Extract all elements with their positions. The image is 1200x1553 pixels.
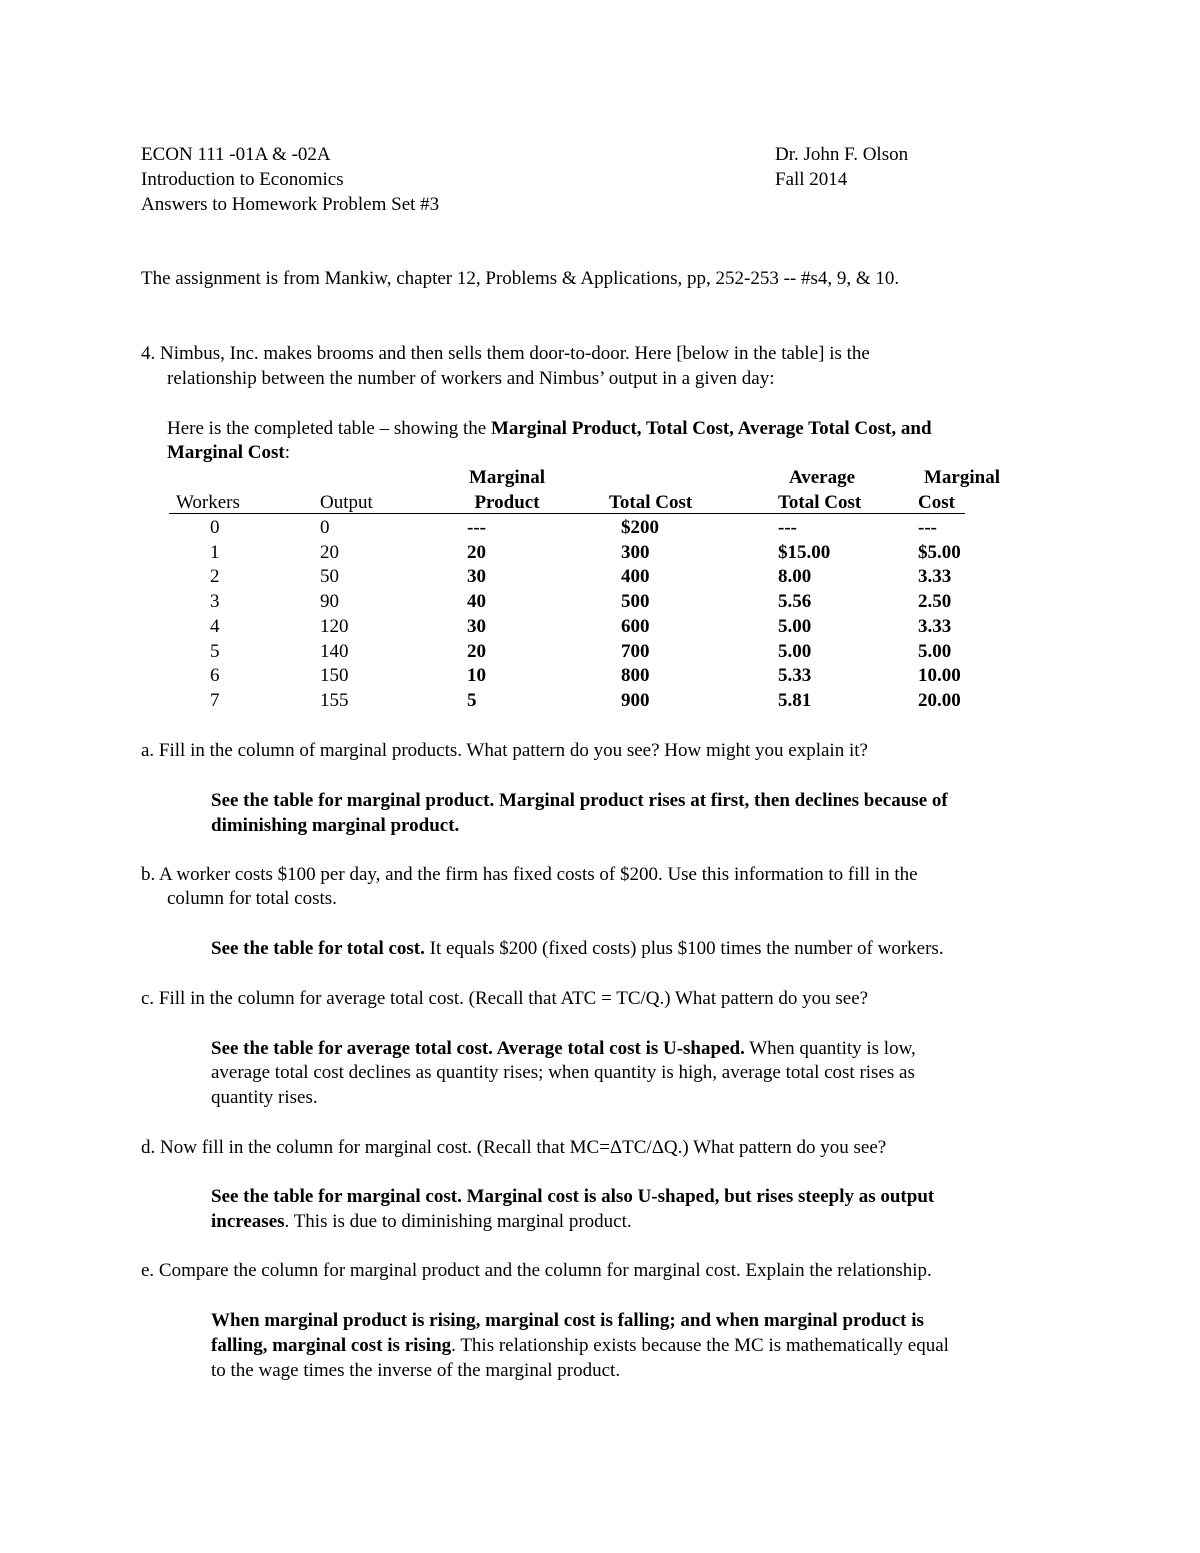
header-mp-bottom: Product — [474, 492, 540, 513]
cell-tc: $200 — [621, 517, 659, 538]
course-code: ECON 111 -01A & -02A — [141, 144, 331, 165]
answer-d-line2 — [211, 1209, 632, 1234]
cell-tc: 600 — [621, 616, 650, 637]
header-workers: Workers — [176, 492, 240, 513]
cell-output: 0 — [320, 517, 330, 538]
cell-workers: 0 — [210, 517, 220, 538]
answer-e-line2 — [211, 1333, 949, 1358]
cell-workers: 3 — [210, 591, 220, 612]
header-total-cost: Total Cost — [609, 492, 693, 513]
cell-mp: 40 — [467, 591, 486, 612]
cell-atc: 5.00 — [778, 616, 812, 637]
cell-workers: 5 — [210, 641, 220, 662]
cell-mp: 10 — [467, 665, 486, 686]
cell-atc: 5.00 — [778, 641, 812, 662]
cell-atc: 8.00 — [778, 566, 812, 587]
assignment-line: The assignment is from Mankiw, chapter 12, Problems & Applications, pp, 252-253 -- #s4, 9, & 10. — [141, 268, 900, 289]
answer-a-line2: diminishing marginal product. — [211, 815, 460, 836]
answer-b — [211, 936, 944, 961]
question-b-line1: b. A worker costs $100 per day, and the firm has fixed costs of $200. Use this information to fill in the — [141, 864, 918, 885]
cell-workers: 6 — [210, 665, 220, 686]
cell-output: 20 — [320, 542, 339, 563]
table-intro-line2 — [167, 440, 290, 465]
cell-atc: --- — [778, 517, 797, 538]
cell-mp: 20 — [467, 641, 486, 662]
table-intro-plain: Here is the completed table – showing the — [167, 418, 491, 439]
question-b-line2: column for total costs. — [167, 888, 337, 909]
question-a: a. Fill in the column of marginal products. What pattern do you see? How might you explain it? — [141, 740, 868, 761]
cell-tc: 500 — [621, 591, 650, 612]
cell-workers: 1 — [210, 542, 220, 563]
answer-b-bold: See the table for total cost. — [211, 938, 425, 959]
cell-mc: 3.33 — [918, 616, 952, 637]
problem4-line2: relationship between the number of workers and Nimbus’ output in a given day: — [167, 368, 775, 389]
cell-output: 50 — [320, 566, 339, 587]
cell-mp: 5 — [467, 690, 477, 711]
cell-mp: 30 — [467, 616, 486, 637]
cell-output: 120 — [320, 616, 349, 637]
answer-c-line1 — [211, 1036, 916, 1061]
document-title: Answers to Homework Problem Set #3 — [141, 194, 440, 215]
table-intro-line1 — [167, 416, 932, 441]
cell-mc: 20.00 — [918, 690, 961, 711]
cell-workers: 4 — [210, 616, 220, 637]
question-e: e. Compare the column for marginal product and the column for marginal cost. Explain the relationship. — [141, 1260, 932, 1281]
cell-mc: 10.00 — [918, 665, 961, 686]
question-d: d. Now fill in the column for marginal cost. (Recall that MC=ΔTC/ΔQ.) What pattern do you see? — [141, 1137, 887, 1158]
header-output: Output — [320, 492, 373, 513]
cell-mp: 20 — [467, 542, 486, 563]
answer-c-line2: average total cost declines as quantity rises; when quantity is high, average total cost rises as — [211, 1062, 915, 1083]
answer-c-plain1: When quantity is low, — [744, 1038, 916, 1059]
cell-tc: 900 — [621, 690, 650, 711]
answer-c-bold: See the table for average total cost. Average total cost is U-shaped. — [211, 1038, 745, 1059]
cell-atc: 5.33 — [778, 665, 812, 686]
term: Fall 2014 — [775, 169, 848, 190]
cell-tc: 300 — [621, 542, 650, 563]
cell-tc: 400 — [621, 566, 650, 587]
instructor-name: Dr. John F. Olson — [775, 144, 909, 165]
cell-output: 140 — [320, 641, 349, 662]
cell-mc: 3.33 — [918, 566, 952, 587]
cell-output: 150 — [320, 665, 349, 686]
answer-d-line1: See the table for marginal cost. Marginal cost is also U-shaped, but rises steeply as output — [211, 1186, 935, 1207]
cell-tc: 700 — [621, 641, 650, 662]
header-mc-top: Marginal — [924, 467, 1000, 488]
cell-output: 90 — [320, 591, 339, 612]
answer-e-bold2: falling, marginal cost is rising — [211, 1335, 452, 1356]
header-atc-top: Average — [788, 467, 856, 488]
answer-a-line1: See the table for marginal product. Marginal product rises at first, then declines because of — [211, 790, 948, 811]
table-intro-end: : — [284, 442, 290, 463]
cell-atc: $15.00 — [778, 542, 831, 563]
cell-tc: 800 — [621, 665, 650, 686]
answer-d-bold2: increases — [211, 1211, 285, 1232]
header-mc-bottom: Cost — [918, 492, 955, 513]
cell-output: 155 — [320, 690, 349, 711]
answer-b-plain: It equals $200 (fixed costs) plus $100 times the number of workers. — [424, 938, 944, 959]
cell-atc: 5.81 — [778, 690, 812, 711]
table-intro-bold: Marginal Product, Total Cost, Average Total Cost, and — [490, 418, 932, 439]
header-rule — [169, 513, 965, 514]
answer-e-line3: to the wage times the inverse of the marginal product. — [211, 1360, 621, 1381]
cell-mp: 30 — [467, 566, 486, 587]
cell-workers: 7 — [210, 690, 220, 711]
header-atc-bottom: Total Cost — [778, 492, 862, 513]
cell-mc: 2.50 — [918, 591, 952, 612]
table-intro-bold2: Marginal Cost — [167, 442, 285, 463]
answer-e-line1: When marginal product is rising, marginal cost is falling; and when marginal product is — [211, 1310, 924, 1331]
cell-mc: --- — [918, 517, 937, 538]
cell-mp: --- — [467, 517, 486, 538]
answer-d-plain: . This is due to diminishing marginal product. — [284, 1211, 632, 1232]
header-mp-top: Marginal — [469, 467, 545, 488]
cell-workers: 2 — [210, 566, 220, 587]
cell-atc: 5.56 — [778, 591, 812, 612]
answer-e-plain2: . This relationship exists because the MC is mathematically equal — [451, 1335, 949, 1356]
question-c: c. Fill in the column for average total cost. (Recall that ATC = TC/Q.) What pattern do you see? — [141, 988, 869, 1009]
answer-c-line3: quantity rises. — [211, 1087, 318, 1108]
cell-mc: 5.00 — [918, 641, 952, 662]
cell-mc: $5.00 — [918, 542, 961, 563]
problem4-line1: 4. Nimbus, Inc. makes brooms and then sells them door-to-door. Here [below in the table] is the — [141, 343, 870, 364]
course-title: Introduction to Economics — [141, 169, 344, 190]
